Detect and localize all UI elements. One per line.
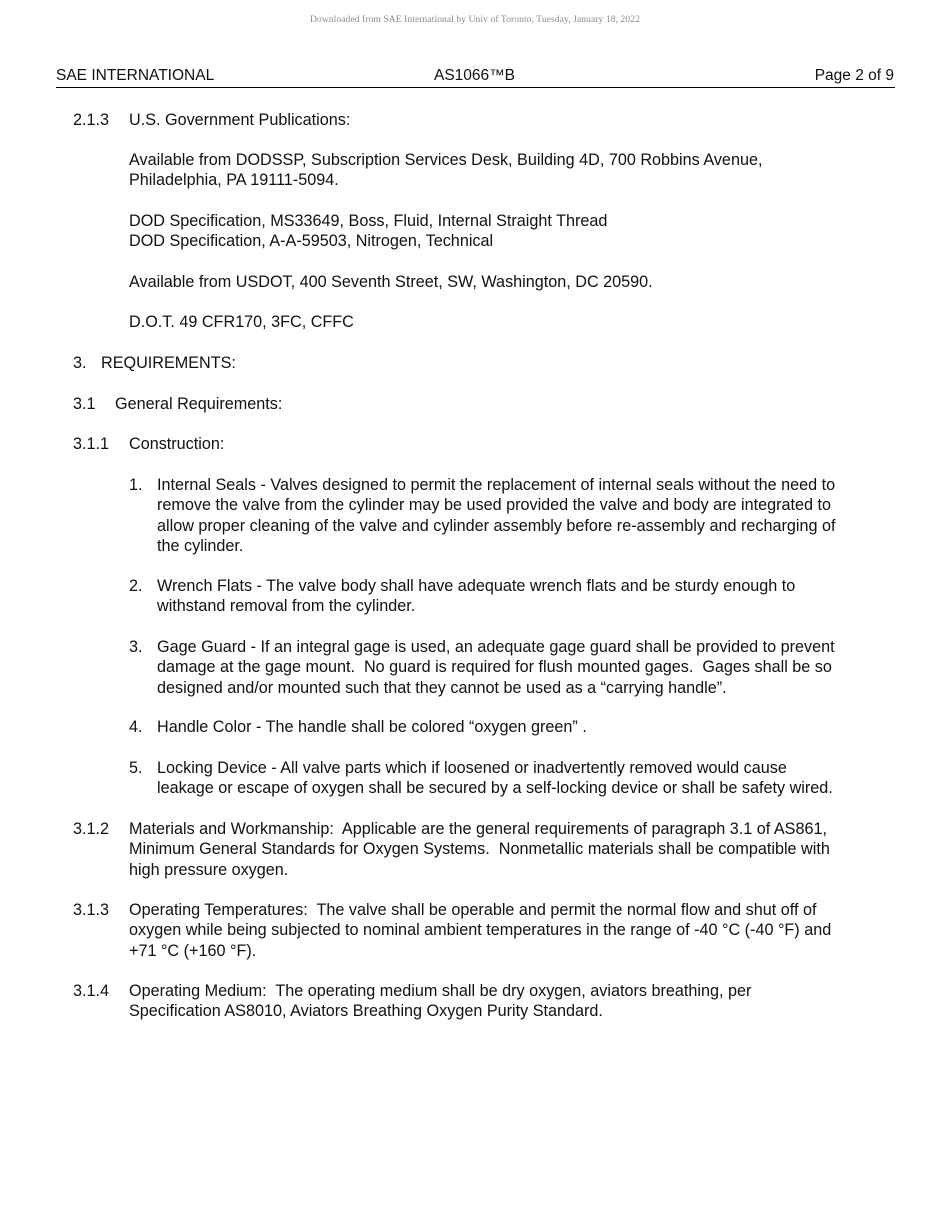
page-header <box>56 67 895 88</box>
list-item-line: the cylinder. <box>157 536 244 555</box>
list-item-number: 1. <box>129 476 143 494</box>
paragraph-line: Materials and Workmanship: Applicable are the general requirements of paragraph 3.1 of AS861, <box>129 820 827 838</box>
section-title: U.S. Government Publications: <box>129 111 351 129</box>
section-title: Construction: <box>129 435 225 453</box>
section-number: 3.1 <box>73 395 96 413</box>
list-item-line: leakage or escape of oxygen shall be secured by a self-locking device or shall be safety wired. <box>157 779 833 798</box>
section-number: 2.1.3 <box>73 111 110 129</box>
paragraph-line: Minimum General Standards for Oxygen Systems. Nonmetallic materials shall be compatible with <box>129 840 830 859</box>
paragraph-line: D.O.T. 49 CFR170, 3FC, CFFC <box>129 313 354 331</box>
list-item-line: Handle Color - The handle shall be colored “oxygen green” . <box>157 718 587 736</box>
paragraph-line: Philadelphia, PA 19111-5094. <box>129 171 339 190</box>
section-number: 3.1.1 <box>73 435 110 453</box>
paragraph-line: Available from USDOT, 400 Seventh Street, SW, Washington, DC 20590. <box>129 273 653 291</box>
list-item-line: withstand removal from the cylinder. <box>157 597 416 616</box>
list-item-line: designed and/or mounted such that they cannot be used as a “carrying handle”. <box>157 678 727 697</box>
header-document-id: AS1066™B <box>434 67 515 84</box>
header-organization: SAE INTERNATIONAL <box>56 67 215 84</box>
paragraph-line: +71 °C (+160 °F). <box>129 941 257 960</box>
list-item-line: Internal Seals - Valves designed to permit the replacement of internal seals without the need to <box>157 476 836 494</box>
list-item-number: 3. <box>129 638 143 656</box>
section-number: 3.1.3 <box>73 901 110 919</box>
paragraph-line: DOD Specification, MS33649, Boss, Fluid, Internal Straight Thread <box>129 212 608 230</box>
section-number: 3. <box>73 354 87 372</box>
list-item-number: 4. <box>129 718 143 736</box>
paragraph-line: DOD Specification, A-A-59503, Nitrogen, Technical <box>129 232 494 251</box>
paragraph-line: high pressure oxygen. <box>129 860 289 879</box>
list-item-line: damage at the gage mount. No guard is required for flush mounted gages. Gages shall be so <box>157 658 832 677</box>
paragraph-line: oxygen while being subjected to nominal ambient temperatures in the range of -40 °C (-40 °F) and <box>129 921 832 940</box>
section-title: General Requirements: <box>115 395 283 413</box>
section-number: 3.1.2 <box>73 820 110 838</box>
list-item-line: Gage Guard - If an integral gage is used, an adequate gage guard shall be provided to prevent <box>157 638 835 656</box>
section-title: REQUIREMENTS: <box>101 354 236 372</box>
list-item-number: 5. <box>129 759 143 777</box>
download-watermark: Downloaded from SAE International by Univ of Toronto, Tuesday, January 18, 2022 <box>310 15 640 25</box>
paragraph-line: Operating Temperatures: The valve shall be operable and permit the normal flow and shut off of <box>129 901 817 919</box>
header-page-number: Page 2 of 9 <box>814 67 894 84</box>
list-item-line: Wrench Flats - The valve body shall have adequate wrench flats and be sturdy enough to <box>157 577 796 595</box>
list-item-line: allow proper cleaning of the valve and cylinder assembly before re-assembly and recharging of <box>157 516 836 535</box>
section-number: 3.1.4 <box>73 982 110 1000</box>
paragraph-line: Specification AS8010, Aviators Breathing Oxygen Purity Standard. <box>129 1002 603 1021</box>
list-item-line: Locking Device - All valve parts which if loosened or inadvertently removed would cause <box>157 759 787 777</box>
list-item-line: remove the valve from the cylinder may be used provided the valve and body are integrated to <box>157 496 831 515</box>
paragraph-line: Available from DODSSP, Subscription Services Desk, Building 4D, 700 Robbins Avenue, <box>129 151 763 169</box>
list-item-number: 2. <box>129 577 143 595</box>
paragraph-line: Operating Medium: The operating medium shall be dry oxygen, aviators breathing, per <box>129 982 752 1000</box>
